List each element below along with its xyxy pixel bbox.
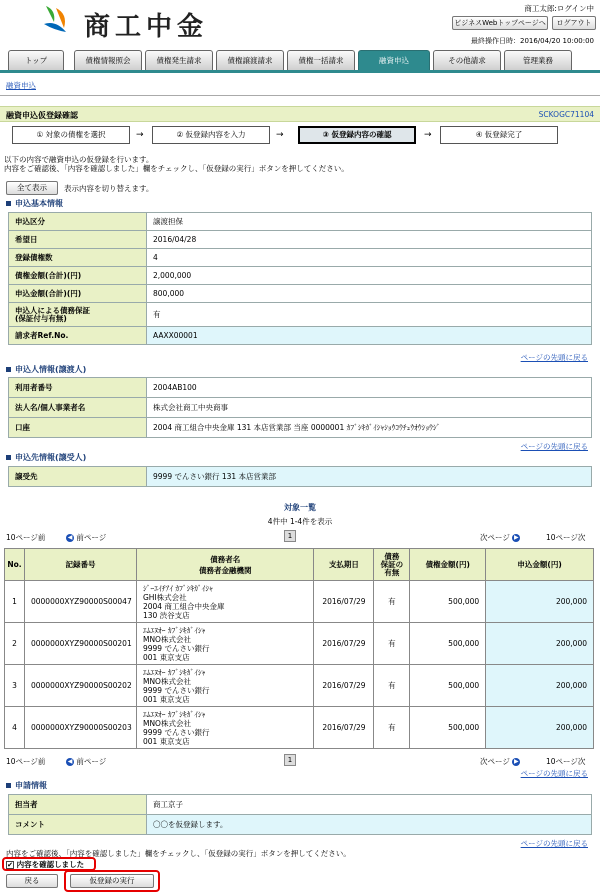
- label: 法人名/個人事業者名: [9, 398, 147, 418]
- next-page-label: 次ページ: [480, 533, 510, 542]
- debtor-line: 001 東京支店: [142, 736, 190, 746]
- cell-no: 4: [5, 707, 25, 749]
- debtor-line: ｴﾑｴﾇｵｰ ｶﾌﾞｼｷｶﾞｲｼｬ: [142, 667, 206, 677]
- debtor-line: 9999 でんさい銀行: [142, 727, 210, 737]
- show-all-desc: 表示内容を切り替えます。: [64, 184, 154, 193]
- col-no: No.: [5, 549, 25, 581]
- target-list-count: 4件中 1-4件を表示: [267, 517, 333, 526]
- tab-top[interactable]: トップ: [8, 50, 64, 70]
- label-line: 申込人による債務保証: [15, 305, 90, 315]
- cell-no: 2: [5, 623, 25, 665]
- header: [0, 0, 600, 48]
- back-to-top-link[interactable]: ページの先頭に戻る: [520, 839, 588, 848]
- back-to-top-link[interactable]: ページの先頭に戻る: [520, 353, 588, 362]
- tab-claim-issue[interactable]: 債権発生請求: [145, 50, 213, 70]
- col-guarantee-line: 保証の: [380, 559, 404, 569]
- step-arrow-icon: →: [424, 130, 432, 140]
- debtor-line: ｼﾞｰｴｲﾁｱｲ ｶﾌﾞｼｷｶﾞｲｼｬ: [142, 583, 213, 593]
- confirm-note: 内容をご確認後、「内容を確認しました」欄をチェックし、「仮登録の実行」ボタンを押してください。: [6, 849, 351, 858]
- prev10-link[interactable]: 10ページ前: [6, 533, 46, 542]
- tab-other-request[interactable]: その他請求: [433, 50, 501, 70]
- table-row: [5, 581, 594, 623]
- basic-info-table: [8, 212, 592, 345]
- instruction-line: 内容をご確認後、「内容を確認しました」欄をチェックし、「仮登録の実行」ボタンを押してください。: [4, 164, 349, 173]
- cell-no: 1: [5, 581, 25, 623]
- value: 9999 でんさい銀行 131 本店営業部: [147, 467, 592, 487]
- tab-underline: [0, 70, 600, 73]
- target-list-title: 対象一覧: [284, 503, 316, 512]
- cell-record: 0000000XYZ90000S00202: [24, 665, 136, 707]
- next10-link[interactable]: 10ページ次: [546, 757, 586, 766]
- debtor-line: 130 渋谷支店: [142, 610, 190, 620]
- section-applicant: 申込人情報(譲渡人): [6, 364, 86, 375]
- value: 〇〇を仮登録します。: [147, 815, 592, 835]
- table-row: [5, 665, 594, 707]
- debtor-line: ｴﾑｴﾇｵｰ ｶﾌﾞｼｷｶﾞｲｼｬ: [142, 625, 206, 635]
- label: 債権金額(合計)(円): [9, 267, 147, 285]
- label: 譲受先: [9, 467, 147, 487]
- col-debtor-line: 債務者金融機関: [198, 565, 252, 575]
- col-debtor-line: 債務者名: [210, 554, 241, 564]
- cell-no: 3: [5, 665, 25, 707]
- cell-apply: 200,000: [486, 665, 594, 707]
- cell-apply: 200,000: [486, 623, 594, 665]
- label: 申込区分: [9, 213, 147, 231]
- target-table: [4, 548, 594, 749]
- col-guarantee-line: 債務: [384, 551, 400, 561]
- next10-link[interactable]: 10ページ次: [546, 533, 586, 542]
- section-request-info: 申請情報: [6, 780, 47, 791]
- cell-debtor: [136, 707, 314, 749]
- step-input: ② 仮登録内容を入力: [152, 126, 270, 144]
- prev-page-label: 前ページ: [76, 757, 107, 766]
- table-row: [5, 707, 594, 749]
- breadcrumb[interactable]: 融資申込: [6, 81, 36, 90]
- cell-due: 2016/07/29: [314, 665, 374, 707]
- confirm-checkbox[interactable]: [6, 859, 84, 870]
- value: 2016/04/28: [147, 231, 592, 249]
- prev-arrow-icon: ◀: [67, 534, 73, 541]
- value: 有: [147, 303, 592, 327]
- cell-apply: 200,000: [486, 581, 594, 623]
- checkbox-label: 内容を確認しました: [16, 860, 85, 869]
- cell-debtor: [136, 665, 314, 707]
- step-complete: ④ 仮登録完了: [440, 126, 558, 144]
- label: 申込金額(合計)(円): [9, 285, 147, 303]
- cell-due: 2016/07/29: [314, 623, 374, 665]
- col-guarantee-line: 有無: [384, 567, 400, 577]
- value: 2004 商工組合中央金庫 131 本店営業部 当座 0000001 ｶﾌﾞｼｷｶﾞｲｼｬｼｮｳｺｳﾁｭｳｵｳｼｮｳｼﾞ: [147, 418, 592, 438]
- debtor-line: ｴﾑｴﾇｵｰ ｶﾌﾞｼｷｶﾞｲｼｬ: [142, 709, 206, 719]
- cell-amount: 500,000: [410, 665, 486, 707]
- screen-id: SCKOGC71104: [538, 110, 594, 119]
- value: 800,000: [147, 285, 592, 303]
- col-due: 支払期日: [314, 549, 374, 581]
- debtor-line: 001 東京支店: [142, 652, 190, 662]
- label: [9, 303, 147, 327]
- instruction-line: 以下の内容で融資申込の仮登録を行います。: [4, 155, 154, 164]
- user-status: 商工太郎:ログイン中: [524, 4, 594, 13]
- last-operation-time: 最終操作日時：2016/04/20 10:00:00: [470, 37, 594, 45]
- cell-guarantee: 有: [374, 581, 410, 623]
- value: 株式会社商工中央商事: [147, 398, 592, 418]
- prev-page-link[interactable]: [66, 756, 106, 767]
- logo-icon: [42, 4, 72, 36]
- value: 譲渡担保: [147, 213, 592, 231]
- label: 口座: [9, 418, 147, 438]
- cell-record: 0000000XYZ90000S00047: [24, 581, 136, 623]
- destination-table: [8, 466, 592, 487]
- web-top-button[interactable]: ビジネスWebトップページへ: [452, 16, 548, 30]
- cell-debtor: [136, 581, 314, 623]
- next-page-label: 次ページ: [480, 757, 510, 766]
- tab-claim-transfer[interactable]: 債権譲渡請求: [216, 50, 284, 70]
- cell-due: 2016/07/29: [314, 707, 374, 749]
- value: 2,000,000: [147, 267, 592, 285]
- show-all-button[interactable]: 全て表示: [6, 181, 58, 195]
- logo-text: 商工中金: [84, 12, 209, 42]
- section-destination: 申込先情報(譲受人): [6, 452, 86, 463]
- cell-due: 2016/07/29: [314, 581, 374, 623]
- table-row: [5, 623, 594, 665]
- tab-claim-inquiry[interactable]: 債権情報照会: [74, 50, 142, 70]
- debtor-line: 2004 商工組合中央金庫: [142, 601, 225, 611]
- page-number[interactable]: 1: [284, 754, 296, 766]
- label: 登録債権数: [9, 249, 147, 267]
- next-arrow-icon: ▶: [513, 534, 519, 541]
- back-to-top-link[interactable]: ページの先頭に戻る: [520, 769, 588, 778]
- step-arrow-icon: →: [276, 130, 284, 140]
- col-amount: 債権金額(円): [410, 549, 486, 581]
- label: 担当者: [9, 795, 147, 815]
- label: 希望日: [9, 231, 147, 249]
- request-info-table: [8, 794, 592, 835]
- prev-page-link[interactable]: [66, 532, 106, 543]
- next-arrow-icon: ▶: [513, 758, 519, 765]
- cell-amount: 500,000: [410, 707, 486, 749]
- label-line: (保証付与有無): [15, 313, 67, 323]
- back-to-top-link[interactable]: ページの先頭に戻る: [520, 442, 588, 451]
- logout-button[interactable]: ログアウト: [552, 16, 596, 30]
- col-debtor: [136, 549, 314, 581]
- divider: [0, 95, 600, 96]
- tab-bulk-request[interactable]: 債権一括請求: [287, 50, 355, 70]
- step-select: ① 対象の債権を選択: [12, 126, 130, 144]
- instructions: [4, 155, 349, 173]
- section-basic-info: 申込基本情報: [6, 198, 63, 209]
- debtor-line: MNO株式会社: [142, 634, 191, 644]
- page-title: 融資申込仮登録確認: [6, 111, 78, 120]
- debtor-line: MNO株式会社: [142, 718, 191, 728]
- step-arrow-icon: →: [136, 130, 144, 140]
- value: 商工京子: [147, 795, 592, 815]
- prev10-link[interactable]: 10ページ前: [6, 757, 46, 766]
- exec-provisional-button[interactable]: 仮登録の実行: [70, 874, 154, 888]
- label: 利用者番号: [9, 378, 147, 398]
- cell-apply: 200,000: [486, 707, 594, 749]
- step-confirm: ③ 仮登録内容の確認: [298, 126, 416, 144]
- prev-arrow-icon: ◀: [67, 758, 73, 765]
- page-number[interactable]: 1: [284, 530, 296, 542]
- cell-amount: 500,000: [410, 581, 486, 623]
- col-apply: 申込金額(円): [486, 549, 594, 581]
- value: 2004AB100: [147, 378, 592, 398]
- main-tabs: [0, 50, 600, 72]
- next-page-link[interactable]: [480, 532, 520, 543]
- col-guarantee: [374, 549, 410, 581]
- page-title-bar: [0, 106, 600, 122]
- value: AAXX00001: [147, 327, 592, 345]
- debtor-line: GHI株式会社: [142, 592, 187, 602]
- cell-record: 0000000XYZ90000S00201: [24, 623, 136, 665]
- value: 4: [147, 249, 592, 267]
- cell-guarantee: 有: [374, 623, 410, 665]
- tab-loan-application[interactable]: 融資申込: [358, 50, 430, 70]
- cell-record: 0000000XYZ90000S00203: [24, 707, 136, 749]
- checkbox-icon[interactable]: ✔: [7, 861, 13, 869]
- cell-guarantee: 有: [374, 665, 410, 707]
- label: コメント: [9, 815, 147, 835]
- cell-guarantee: 有: [374, 707, 410, 749]
- back-button[interactable]: 戻る: [6, 874, 58, 888]
- col-record: 記録番号: [24, 549, 136, 581]
- prev-page-label: 前ページ: [76, 533, 107, 542]
- debtor-line: MNO株式会社: [142, 676, 191, 686]
- next-page-link[interactable]: [480, 756, 520, 767]
- cell-debtor: [136, 623, 314, 665]
- cell-amount: 500,000: [410, 623, 486, 665]
- label: 請求者Ref.No.: [9, 327, 147, 345]
- tab-admin[interactable]: 管理業務: [504, 50, 572, 70]
- debtor-line: 001 東京支店: [142, 694, 190, 704]
- debtor-line: 9999 でんさい銀行: [142, 685, 210, 695]
- debtor-line: 9999 でんさい銀行: [142, 643, 210, 653]
- applicant-table: [8, 377, 592, 438]
